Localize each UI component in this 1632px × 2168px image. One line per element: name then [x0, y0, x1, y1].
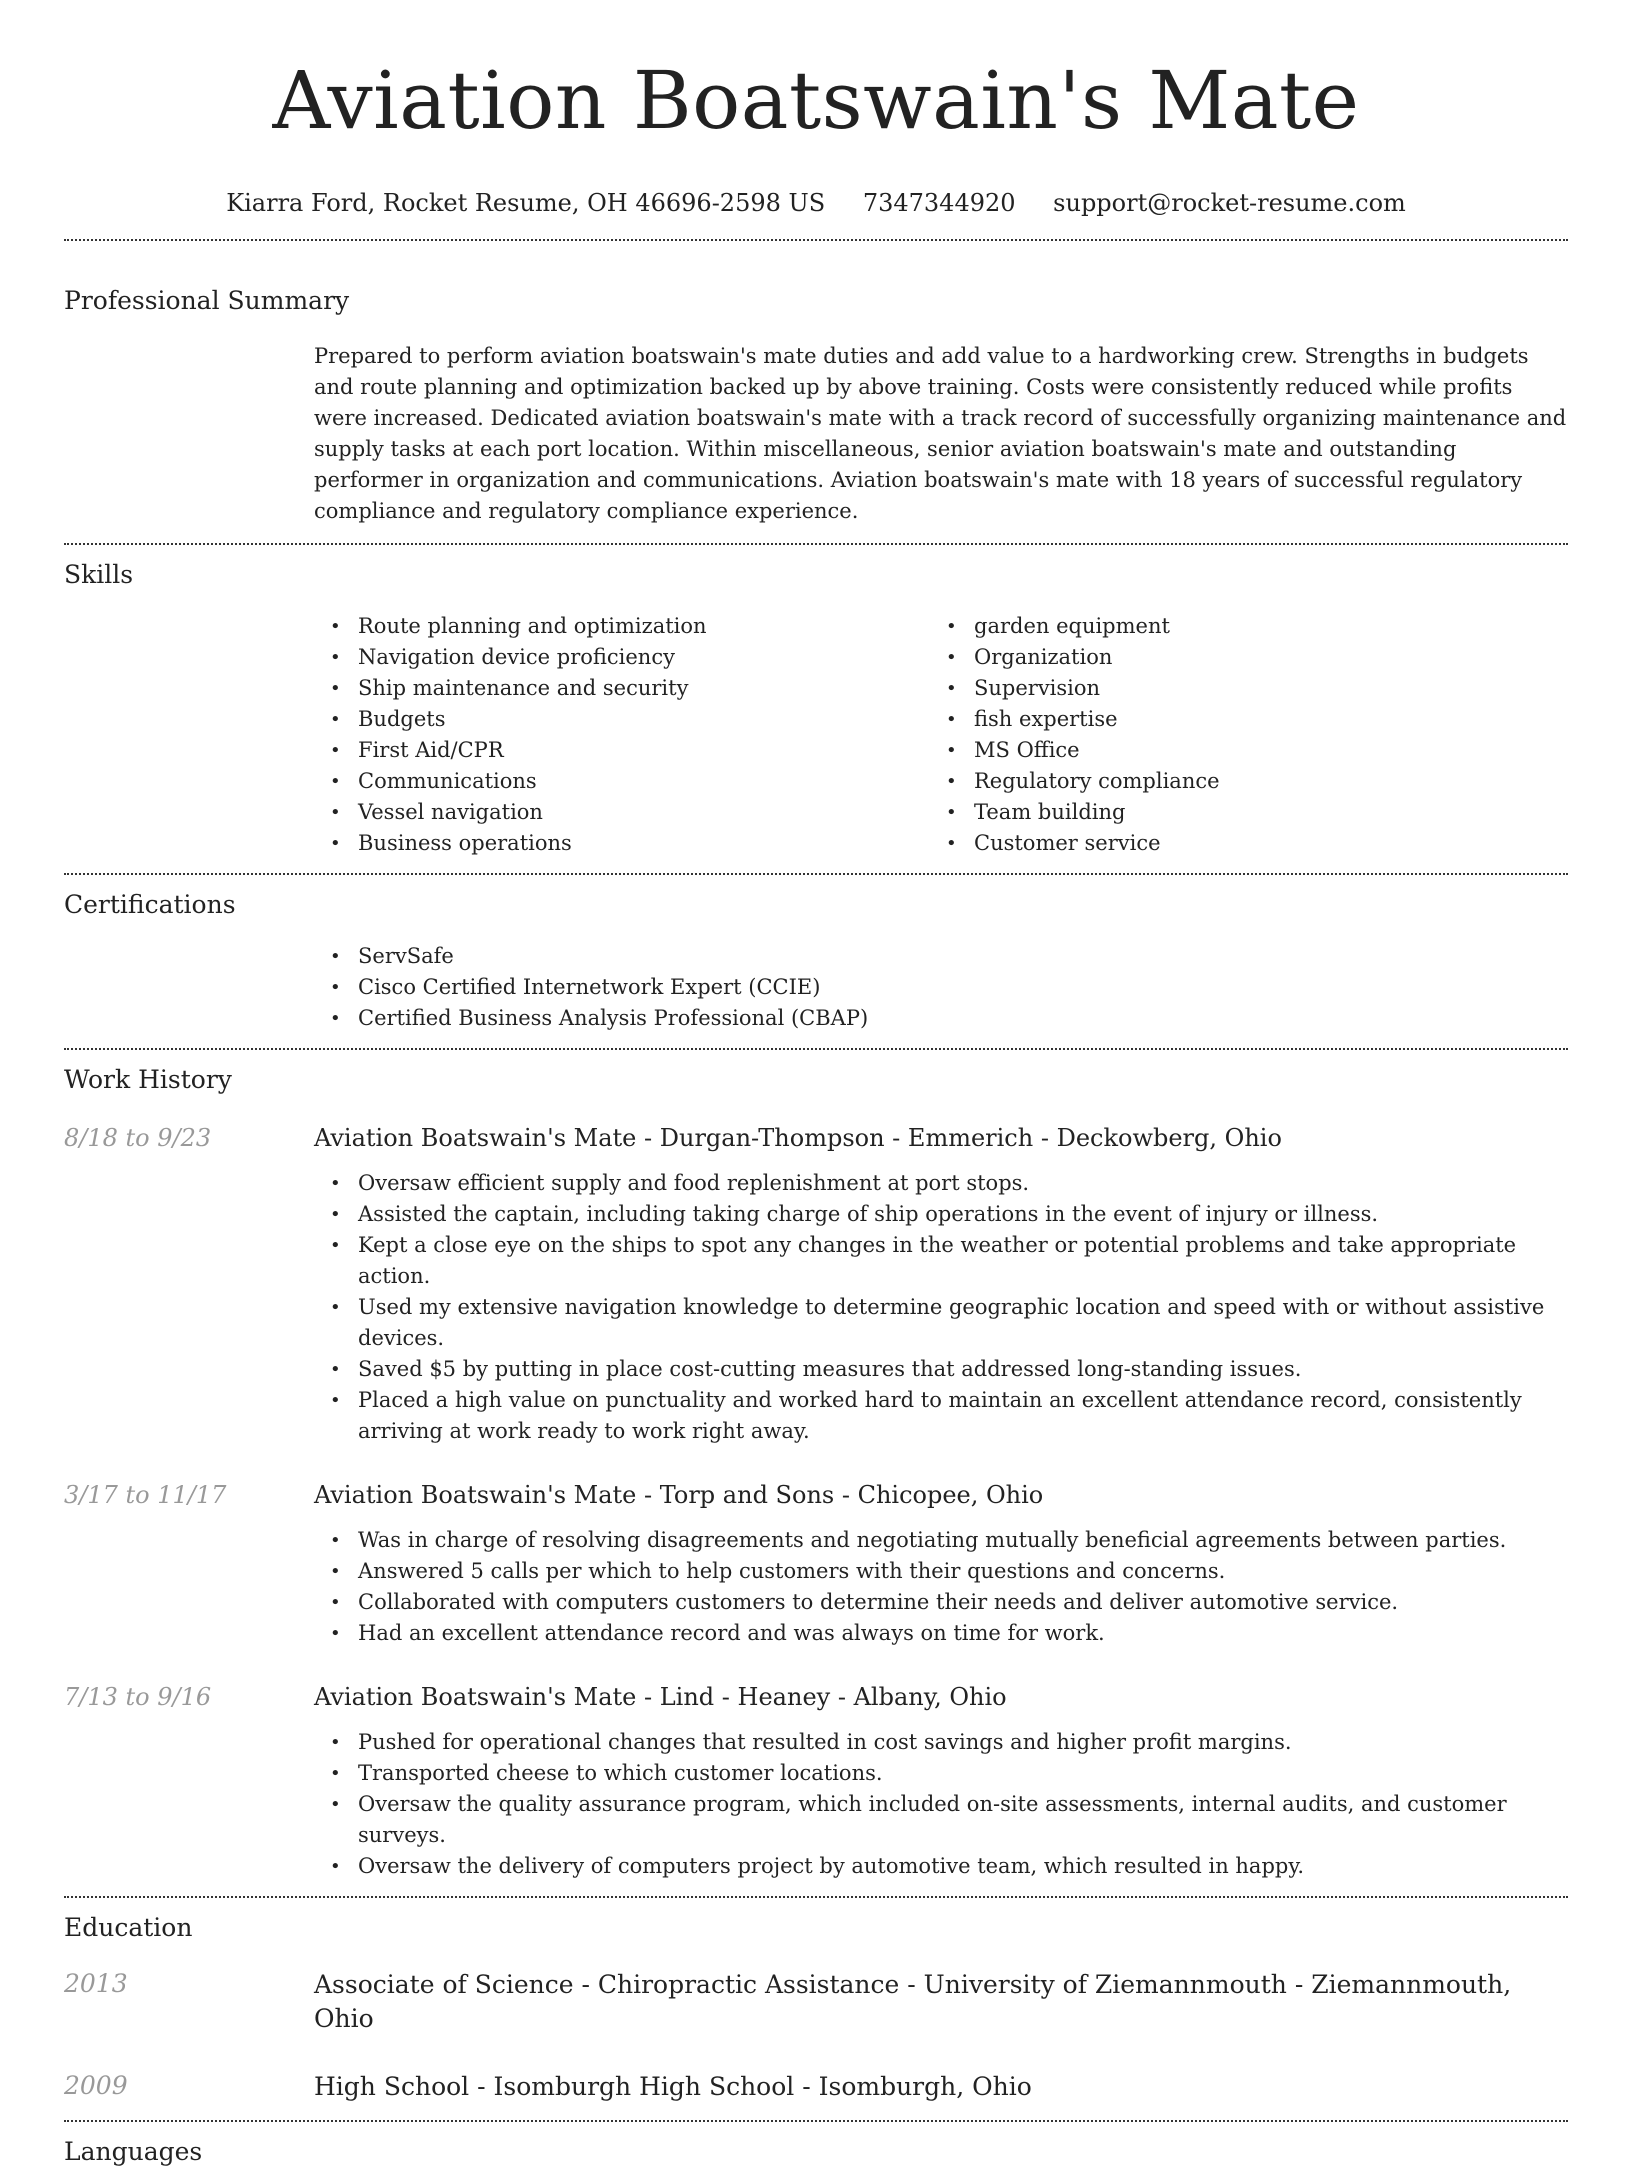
skills-section — [64, 543, 1568, 873]
job-bullet: • Placed a high value on punctuality and worked hard to maintain an excellent attendance record, consistently arriving at work ready to work right away. — [314, 1385, 1568, 1447]
skill-item: • Ship maintenance and security — [314, 673, 930, 704]
work-history-section — [64, 1048, 1568, 1896]
skills-list-right — [930, 611, 1546, 859]
contact-address: Kiarra Ford, Rocket Resume, OH 46696-2598 US — [226, 189, 826, 217]
skill-item: • First Aid/CPR — [314, 735, 930, 766]
job-bullet: • Pushed for operational changes that resulted in cost savings and higher profit margins. — [314, 1727, 1568, 1758]
job-bullets — [314, 1727, 1568, 1882]
job-bullet: • Kept a close eye on the ships to spot any changes in the weather or potential problems and take appropriate action. — [314, 1230, 1568, 1292]
education-section — [64, 1896, 1568, 2120]
job-dates: 3/17 to 11/17 — [64, 1481, 227, 1509]
skill-item: • Customer service — [930, 828, 1546, 859]
certification-item: • Cisco Certified Internetwork Expert (CCIE) — [314, 972, 1568, 1003]
job-heading: Aviation Boatswain's Mate - Torp and Sons - Chicopee, Ohio — [314, 1481, 1044, 1509]
contact-phone: 7347344920 — [862, 189, 1016, 217]
job-bullet: • Transported cheese to which customer locations. — [314, 1758, 1568, 1789]
job-details — [314, 1122, 1568, 1447]
languages-section — [64, 2120, 1568, 2168]
job-bullet: • Used my extensive navigation knowledge to determine geographic location and speed with or without assistive devices. — [314, 1292, 1568, 1354]
certifications-list — [314, 921, 1568, 1048]
languages-title: Languages — [64, 2137, 203, 2166]
skill-item: • Communications — [314, 766, 930, 797]
education-degree: High School — [314, 2072, 470, 2101]
education-school: - University of Ziemannmouth - Ziemannmouth, Ohio — [314, 1970, 1512, 2033]
contact-email: support@rocket-resume.com — [1053, 189, 1406, 217]
summary-title: Professional Summary — [64, 286, 350, 315]
skill-item: • Vessel navigation — [314, 797, 930, 828]
education-entry — [64, 2070, 1568, 2120]
certification-item: • ServSafe — [314, 941, 1568, 972]
skills-list-left — [314, 611, 930, 859]
skill-item: • Organization — [930, 642, 1546, 673]
job-details — [314, 1681, 1568, 1882]
education-year: 2009 — [64, 2071, 128, 2100]
job-bullet: • Oversaw the delivery of computers project by automotive team, which resulted in happy. — [314, 1851, 1568, 1882]
job-bullets — [314, 1525, 1568, 1649]
summary-section — [64, 239, 1568, 543]
job-bullet: • Had an excellent attendance record and was always on time for work. — [314, 1618, 1568, 1649]
education-year: 2013 — [64, 1969, 128, 1998]
skill-item: • Business operations — [314, 828, 930, 859]
job-details — [314, 1479, 1568, 1649]
resume-title: Aviation Boatswain's Mate — [272, 54, 1360, 147]
job-entry — [64, 1681, 1568, 1896]
skill-item: • Supervision — [930, 673, 1546, 704]
job-bullet: • Oversaw the quality assurance program, which included on-site assessments, internal audits, and customer surveys. — [314, 1789, 1568, 1851]
job-dates: 8/18 to 9/23 — [64, 1124, 212, 1152]
skills-columns — [314, 591, 1568, 873]
skill-item: • Navigation device proficiency — [314, 642, 930, 673]
education-title: Education — [64, 1913, 193, 1942]
job-dates: 7/13 to 9/16 — [64, 1683, 212, 1711]
skills-title: Skills — [64, 560, 134, 589]
skill-item: • fish expertise — [930, 704, 1546, 735]
skill-item: • Route planning and optimization — [314, 611, 930, 642]
resume-header — [0, 0, 1632, 218]
certification-item: • Certified Business Analysis Professional (CBAP) — [314, 1003, 1568, 1034]
job-bullet: • Saved $5 by putting in place cost-cutting measures that addressed long-standing issues. — [314, 1354, 1568, 1385]
job-bullet: • Assisted the captain, including taking charge of ship operations in the event of injury or illness. — [314, 1199, 1568, 1230]
skill-item: • Regulatory compliance — [930, 766, 1546, 797]
job-heading: Aviation Boatswain's Mate - Durgan-Thompson - Emmerich - Deckowberg, Ohio — [314, 1124, 1282, 1152]
skill-item: • MS Office — [930, 735, 1546, 766]
job-bullet: • Answered 5 calls per which to help customers with their questions and concerns. — [314, 1556, 1568, 1587]
certifications-section — [64, 873, 1568, 1048]
education-degree: Associate of Science - Chiropractic Assistance — [314, 1970, 900, 1999]
skill-item: • Team building — [930, 797, 1546, 828]
education-details — [314, 1968, 1568, 2036]
skill-item: • garden equipment — [930, 611, 1546, 642]
education-entry — [64, 1968, 1568, 2036]
education-school: - Isomburgh High School - Isomburgh, Ohio — [469, 2072, 1032, 2101]
job-entry — [64, 1122, 1568, 1447]
job-heading: Aviation Boatswain's Mate - Lind - Heaney - Albany, Ohio — [314, 1683, 1007, 1711]
job-bullet: • Was in charge of resolving disagreements and negotiating mutually beneficial agreements between parties. — [314, 1525, 1568, 1556]
job-entry — [64, 1479, 1568, 1649]
skill-item: • Budgets — [314, 704, 930, 735]
resume-content — [64, 239, 1568, 2168]
job-bullets — [314, 1168, 1568, 1447]
job-bullet: • Collaborated with computers customers to determine their needs and deliver automotive service. — [314, 1587, 1568, 1618]
education-details — [314, 2070, 1568, 2104]
job-bullet: • Oversaw efficient supply and food replenishment at port stops. — [314, 1168, 1568, 1199]
certifications-title: Certifications — [64, 890, 236, 919]
summary-text: Prepared to perform aviation boatswain's mate duties and add value to a hardworking crew. Strengths in budgets and route planning and optimization backed up by above training. Costs were consistently reduced while profits were increased. Dedicated aviation boatswain's mate with a track record of successfully organizing maintenance and supply tasks at each port location. Within miscellaneous, senior aviation boatswain's mate and outstanding performer in organization and communications. Aviation boatswain's mate with 18 years of successful regulatory compliance and regulatory compliance experience. — [314, 344, 1567, 523]
contact-line — [0, 188, 1632, 218]
work-history-title: Work History — [64, 1065, 232, 1094]
